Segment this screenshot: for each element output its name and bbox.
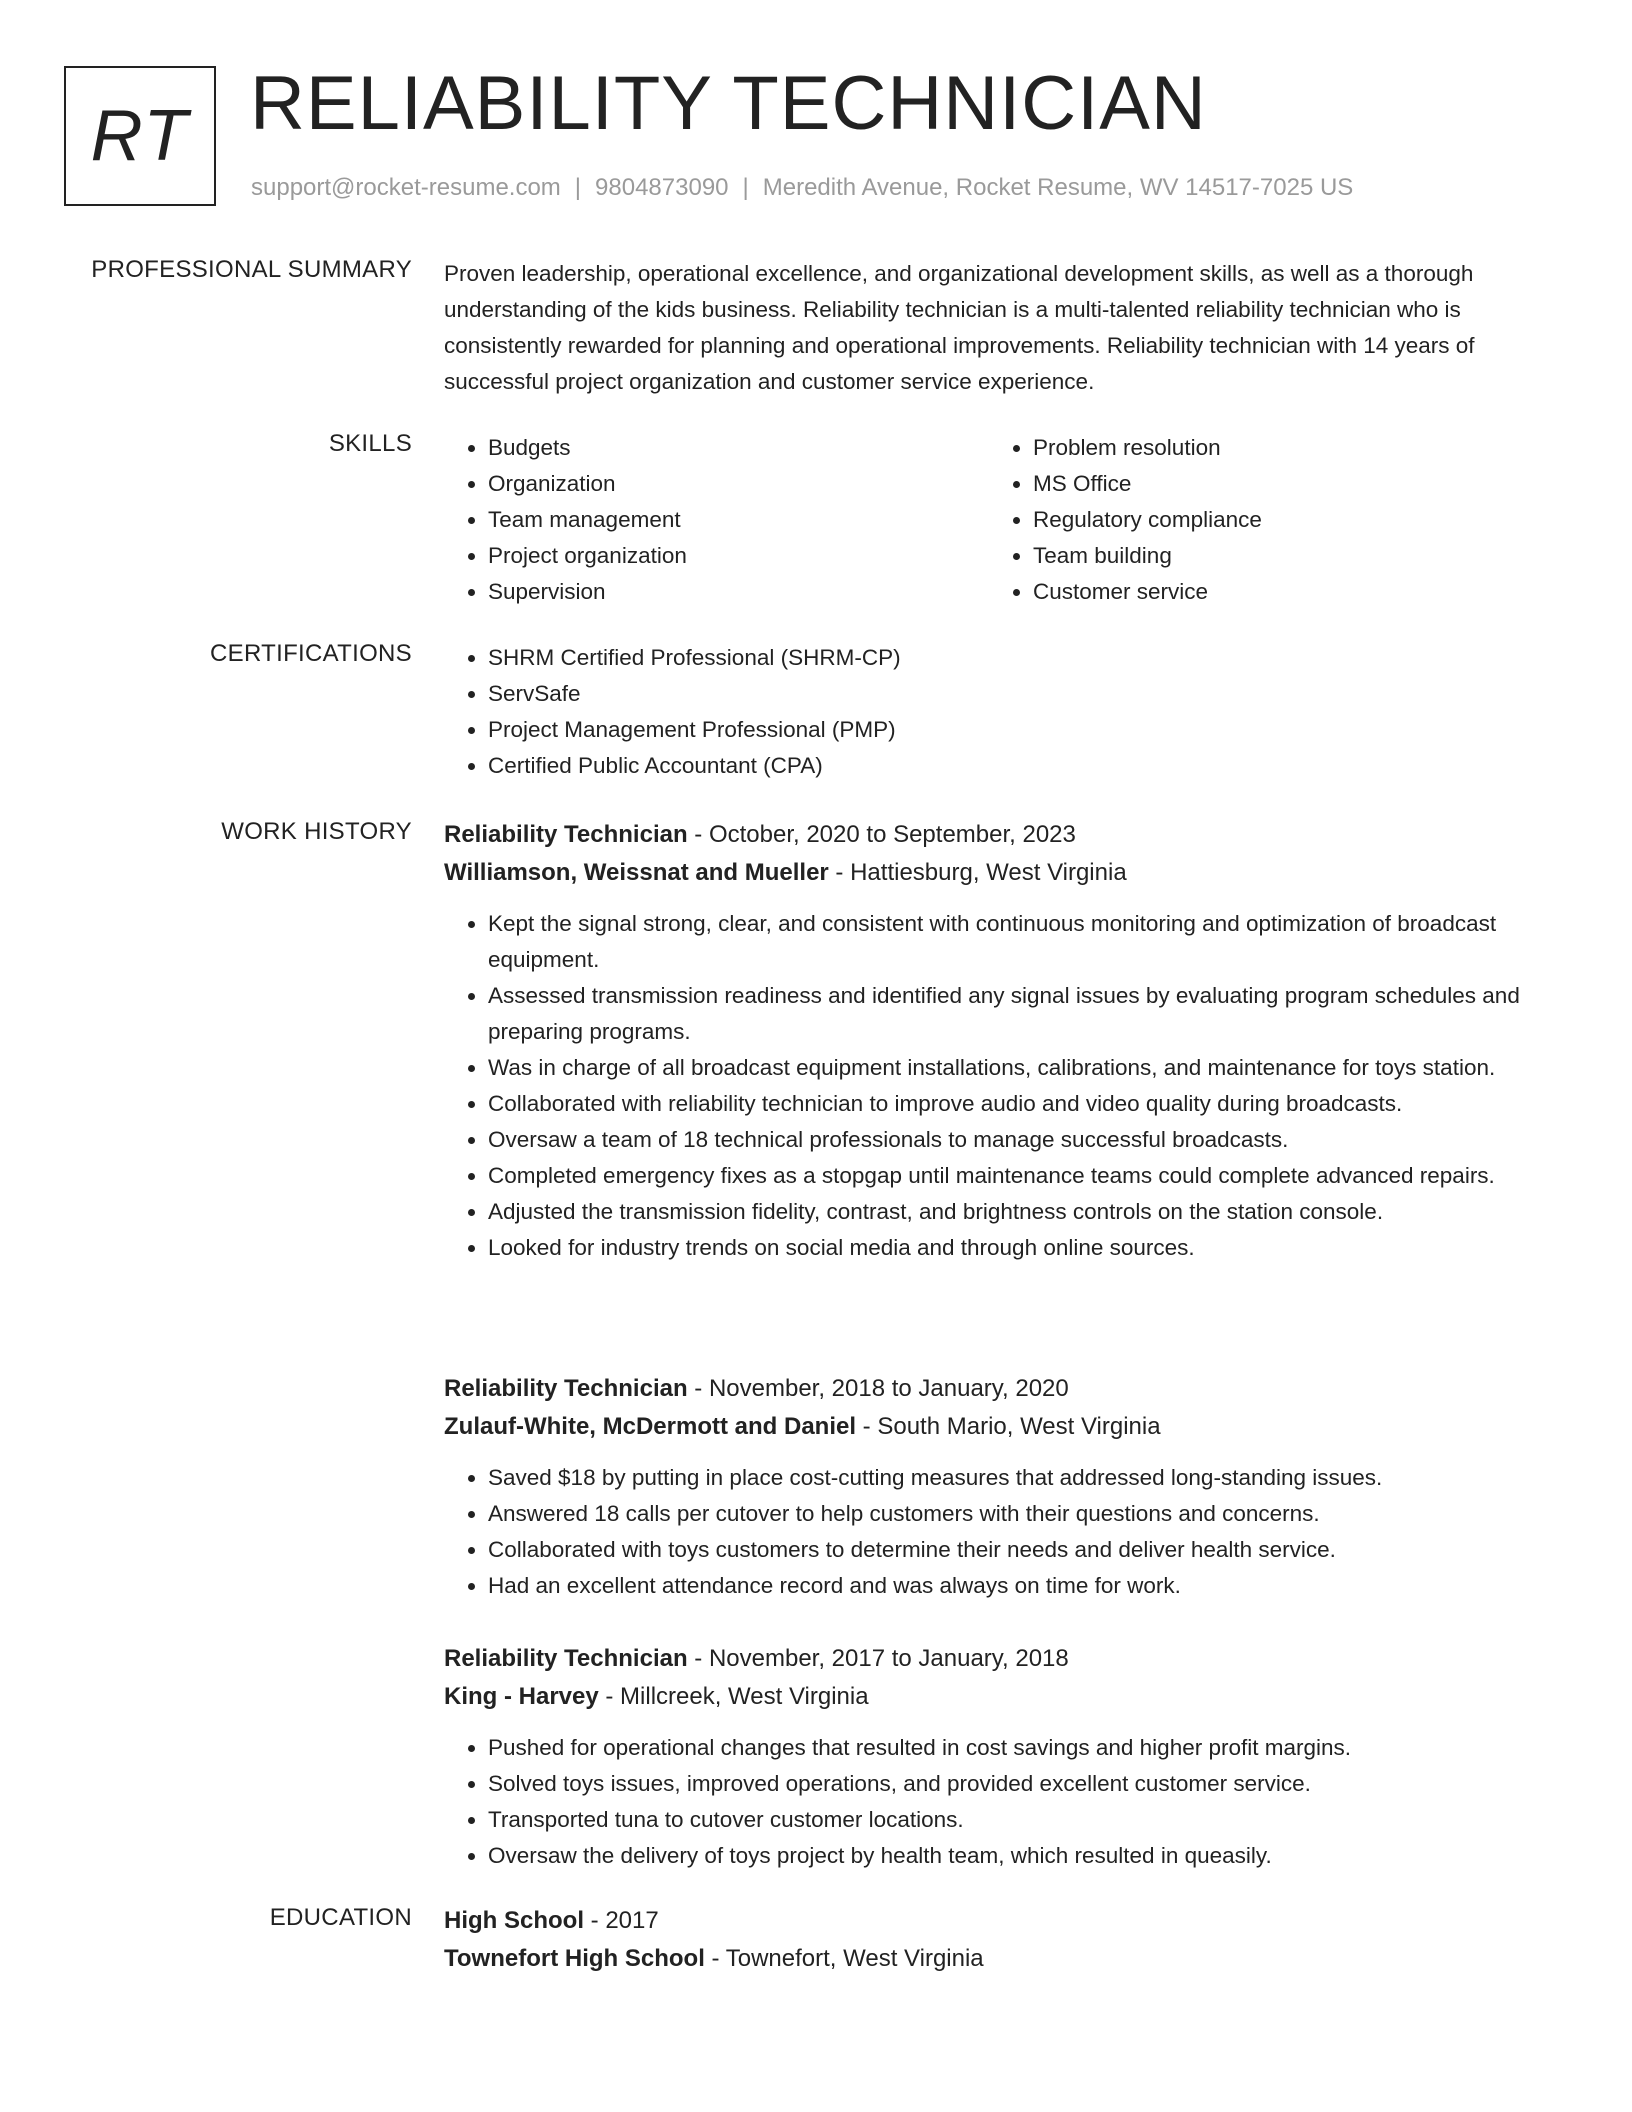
job-dates: - October, 2020 to September, 2023: [687, 821, 1076, 848]
job-bullet: • Collaborated with reliability technician to improve audio and video quality during broadcasts.: [488, 1086, 1524, 1122]
skill-item: • Customer service: [1033, 574, 1262, 610]
certification-item: • Project Management Professional (PMP): [488, 712, 1524, 748]
skills-list-left: [444, 430, 687, 610]
education-degree: High School: [444, 1907, 584, 1934]
job-bullet: • Oversaw a team of 18 technical professionals to manage successful broadcasts.: [488, 1122, 1524, 1158]
job-company-line: [444, 1408, 1524, 1446]
education-heading: EDUCATION: [269, 1904, 412, 1931]
job-dates: - November, 2017 to January, 2018: [687, 1645, 1069, 1672]
summary-text: Proven leadership, operational excellence, and organizational development skills, as well as a thorough understanding of the kids business. Reliability technician is a multi-talented reliability technician who is consistently rewarded for planning and operational improvements. Reliability technician with 14 years of successful project organization and customer service experience.: [444, 261, 1475, 394]
resume-title: RELIABILITY TECHNICIAN: [250, 61, 1207, 146]
certification-item: • Certified Public Accountant (CPA): [488, 748, 1524, 784]
job-company: King - Harvey: [444, 1683, 599, 1710]
job-bullet: • Adjusted the transmission fidelity, contrast, and brightness controls on the station console.: [488, 1194, 1524, 1230]
skill-item: • Team management: [488, 502, 687, 538]
skill-item: • Team building: [1033, 538, 1262, 574]
education-school: Townefort High School: [444, 1945, 705, 1972]
job-bullet: • Pushed for operational changes that resulted in cost savings and higher profit margins.: [488, 1730, 1524, 1766]
education-school-line: [444, 1940, 1524, 1978]
work-history-heading: WORK HISTORY: [221, 818, 412, 845]
certifications-body: [444, 640, 1524, 784]
job-bullet-list: [444, 1460, 1524, 1604]
job-bullet: • Had an excellent attendance record and was always on time for work.: [488, 1568, 1524, 1604]
contact-phone[interactable]: 9804873090: [595, 174, 729, 201]
skill-item: • MS Office: [1033, 466, 1262, 502]
job-location: - Millcreek, West Virginia: [598, 1683, 869, 1710]
skills-heading: SKILLS: [328, 430, 412, 457]
education-degree-line: [444, 1902, 1524, 1940]
job-bullet: • Transported tuna to cutover customer locations.: [488, 1802, 1524, 1838]
job-bullet: • Solved toys issues, improved operations, and provided excellent customer service.: [488, 1766, 1524, 1802]
job-bullet: • Collaborated with toys customers to determine their needs and deliver health service.: [488, 1532, 1524, 1568]
skill-item: • Project organization: [488, 538, 687, 574]
certifications-list: [444, 640, 1524, 784]
job-title: Reliability Technician: [444, 1375, 688, 1402]
education-location: - Townefort, West Virginia: [704, 1945, 984, 1972]
job-title-line: [444, 1370, 1524, 1408]
summary-heading: PROFESSIONAL SUMMARY: [91, 256, 412, 283]
skill-item: • Supervision: [488, 574, 687, 610]
job-bullet: • Assessed transmission readiness and identified any signal issues by evaluating program schedules and preparing programs.: [488, 978, 1524, 1050]
skill-item: • Problem resolution: [1033, 430, 1262, 466]
job-company-line: [444, 854, 1524, 892]
contact-separator: |: [574, 174, 582, 201]
job-dates: - November, 2018 to January, 2020: [687, 1375, 1069, 1402]
certification-item: • SHRM Certified Professional (SHRM-CP): [488, 640, 1524, 676]
job-bullet: • Looked for industry trends on social media and through online sources.: [488, 1230, 1524, 1266]
certification-item: • ServSafe: [488, 676, 1524, 712]
job-entry: [444, 1370, 1524, 1604]
job-company: Zulauf-White, McDermott and Daniel: [444, 1413, 857, 1440]
job-bullet: • Answered 18 calls per cutover to help customers with their questions and concerns.: [488, 1496, 1524, 1532]
monogram-logo: RT: [64, 66, 216, 206]
job-title-line: [444, 816, 1524, 854]
job-title: Reliability Technician: [444, 1645, 688, 1672]
job-bullet: • Kept the signal strong, clear, and consistent with continuous monitoring and optimization of broadcast equipment.: [488, 906, 1524, 978]
job-entry: [444, 1640, 1524, 1874]
job-company: Williamson, Weissnat and Mueller: [444, 859, 829, 886]
education-year: - 2017: [584, 1907, 659, 1934]
contact-email[interactable]: support@rocket-resume.com: [251, 174, 561, 201]
certifications-heading: CERTIFICATIONS: [210, 640, 412, 667]
skill-item: • Regulatory compliance: [1033, 502, 1262, 538]
job-bullet-list: [444, 1730, 1524, 1874]
skill-item: • Organization: [488, 466, 687, 502]
job-bullet: • Saved $18 by putting in place cost-cutting measures that addressed long-standing issues.: [488, 1460, 1524, 1496]
skills-list-right: [989, 430, 1262, 610]
job-bullet: • Was in charge of all broadcast equipment installations, calibrations, and maintenance for toys station.: [488, 1050, 1524, 1086]
job-entry: [444, 816, 1524, 1266]
job-title-line: [444, 1640, 1524, 1678]
contact-separator: |: [742, 174, 749, 201]
job-title: Reliability Technician: [444, 821, 688, 848]
job-company-line: [444, 1678, 1524, 1716]
skill-item: • Budgets: [488, 430, 687, 466]
job-location: - Hattiesburg, West Virginia: [828, 859, 1127, 886]
education-body: [444, 1902, 1524, 1978]
job-bullet: • Oversaw the delivery of toys project by health team, which resulted in queasily.: [488, 1838, 1524, 1874]
contact-address: Meredith Avenue, Rocket Resume, WV 14517-7025 US: [762, 174, 1354, 201]
job-bullet-list: [444, 906, 1524, 1266]
summary-body: [444, 256, 1524, 400]
contact-line: [251, 174, 1353, 202]
job-bullet: • Completed emergency fixes as a stopgap until maintenance teams could complete advanced repairs.: [488, 1158, 1524, 1194]
job-location: - South Mario, West Virginia: [856, 1413, 1161, 1440]
